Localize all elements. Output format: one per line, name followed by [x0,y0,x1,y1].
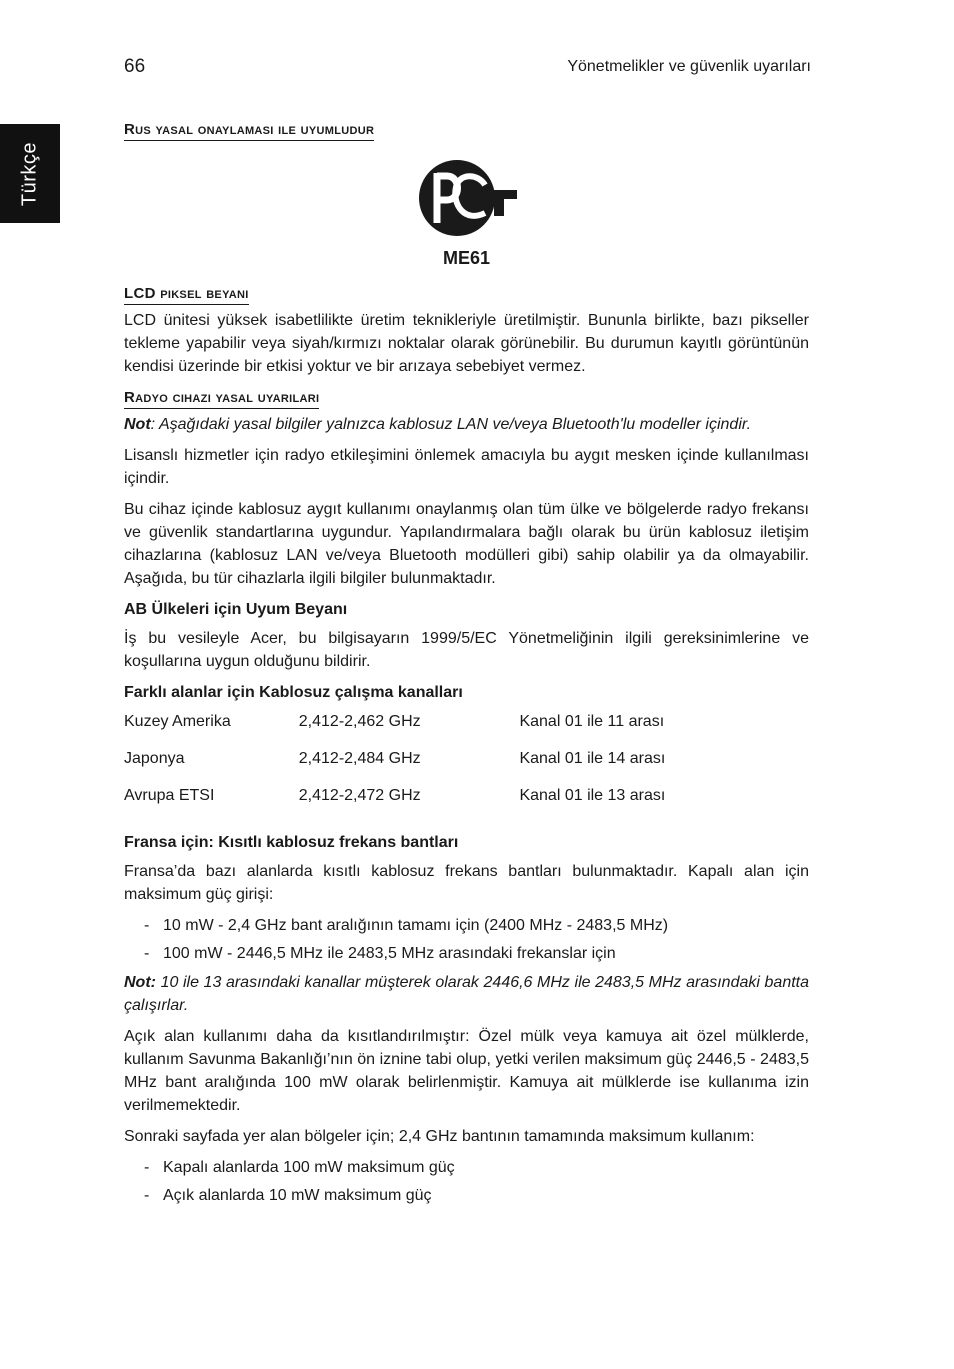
table-cell-channels: Kanal 01 ile 14 arası [519,750,666,767]
page-content [124,118,809,1213]
channels-heading: Farklı alanlar için Kablosuz çalışma kanalları [124,684,463,701]
note-text: : Aşağıdaki yasal bilgiler yalnızca kablosuz LAN ve/veya Bluetooth'lu modeller içindir. [150,416,752,433]
channels-table [124,710,809,821]
list-item-text: 100 mW - 2446,5 MHz ile 2483,5 MHz arasındaki frekanslar için [163,945,616,962]
list-item: - 10 mW - 2,4 GHz bant aralığının tamamı için (2400 MHz - 2483,5 MHz) [144,917,669,934]
table-row [124,747,809,784]
table-row [124,710,809,747]
language-side-tab [0,124,60,223]
table-cell-region: Avrupa ETSI [124,787,215,804]
side-tab-label: Türkçe [18,141,41,206]
france-note [124,971,809,1017]
pct-certification-logo-icon [415,157,519,239]
list-item-text: Açık alanlarda 10 mW maksimum güç [163,1187,432,1204]
table-cell-channels: Kanal 01 ile 11 arası [519,713,665,730]
radio-paragraph-1: Lisanslı hizmetler için radyo etkileşimini önlemek amacıyla bu aygıt mesken içinde kullanılması içindir. [124,447,809,487]
section-heading-rus: Rus yasal onaylaması ile uyumludur [124,121,374,141]
table-row [124,784,809,821]
table-cell-channels: Kanal 01 ile 13 arası [519,787,666,804]
list-item: - Açık alanlarda 10 mW maksimum güç [144,1187,432,1204]
list-item-text: 10 mW - 2,4 GHz bant aralığının tamamı için (2400 MHz - 2483,5 MHz) [163,917,669,934]
france-paragraph-3: Sonraki sayfada yer alan bölgeler için; 2,4 GHz bantının tamamında maksimum kullanım: [124,1128,755,1145]
table-cell-frequency: 2,412-2,462 GHz [298,713,421,730]
france-heading: Fransa için: Kısıtlı kablosuz frekans bantları [124,834,459,851]
radio-paragraph-2: Bu cihaz içinde kablosuz aygıt kullanımı onaylanmış olan tüm ülke ve bölgelerde radyo frekansı ve güvenlik standartlarına uygundur. Yapılandırmalara bağlı olarak bu ürün kablosuz iletişim cihazlarına (kablosuz LAN ve/veya Bluetooth modülleri gibi) sahip olabilir ya da olmayabilir. Aşağıda, bu tür cihazlarla ilgili bilgiler bulunmaktadır. [124,501,809,587]
table-cell-frequency: 2,412-2,472 GHz [298,787,421,804]
france-indoor-list [124,914,809,965]
list-item-text: Kapalı alanlarda 100 mW maksimum güç [163,1159,455,1176]
france-max-usage-list [124,1156,809,1207]
logo-code: ME61 [442,248,491,268]
table-cell-frequency: 2,412-2,484 GHz [298,750,421,767]
list-item: - 100 mW - 2446,5 MHz ile 2483,5 MHz arasındaki frekanslar için [144,945,616,962]
note-text: 10 ile 13 arasındaki kanallar müşterek olarak 2446,6 MHz ile 2483,5 MHz arasındaki bantta çalışırlar. [124,974,809,1014]
note-label: Not: [124,974,156,991]
table-cell-region: Japonya [124,750,185,767]
table-cell-region: Kuzey Amerika [124,713,231,730]
running-header: Yönetmelikler ve güvenlik uyarıları [567,58,811,75]
france-paragraph-2: Açık alan kullanımı daha da kısıtlandırılmıştır: Özel mülk veya kamuya ait özel mülklerde, kullanım Savunma Bakanlığı’nın ön iznine tabi olup, yetki verilen maksimum güç 2446,5 - 2483,5 MHz bant aralığında 100 mW olarak belirlenmiştir. Kamuya ait mülklerde ise kullanıma izin verilmemektedir. [124,1028,809,1114]
eu-paragraph: İş bu vesileyle Acer, bu bilgisayarın 1999/5/EC Yönetmeliğinin ilgili gereksinimlerine ve koşullarına uygun olduğunu bildirir. [124,630,809,670]
page-number: 66 [124,56,146,77]
france-paragraph-1: Fransa’da bazı alanlarda kısıtlı kablosuz frekans bantları bulunmaktadır. Kapalı alan için maksimum güç girişi: [124,863,809,903]
eu-heading: AB Ülkeleri için Uyum Beyanı [124,601,348,618]
radio-note [124,413,809,436]
section-heading-lcd: LCD piksel beyanı [124,285,249,305]
lcd-paragraph: LCD ünitesi yüksek isabetlilikte üretim teknikleriyle üretilmiştir. Bununla birlikte, bazı pikseller tekleme yapabilir veya siyah/kırmızı noktalar olarak görünebilir. Bu durumun kayıtlı görüntünün kendisi üzerinde bir etkisi yoktur ve bir arızaya sebebiyet vermez. [124,312,809,375]
certification-logo [124,157,809,270]
list-item: - Kapalı alanlarda 100 mW maksimum güç [144,1159,455,1176]
note-label: Not [124,416,151,433]
section-heading-radio: Radyo cihazı yasal uyarıları [124,389,319,409]
